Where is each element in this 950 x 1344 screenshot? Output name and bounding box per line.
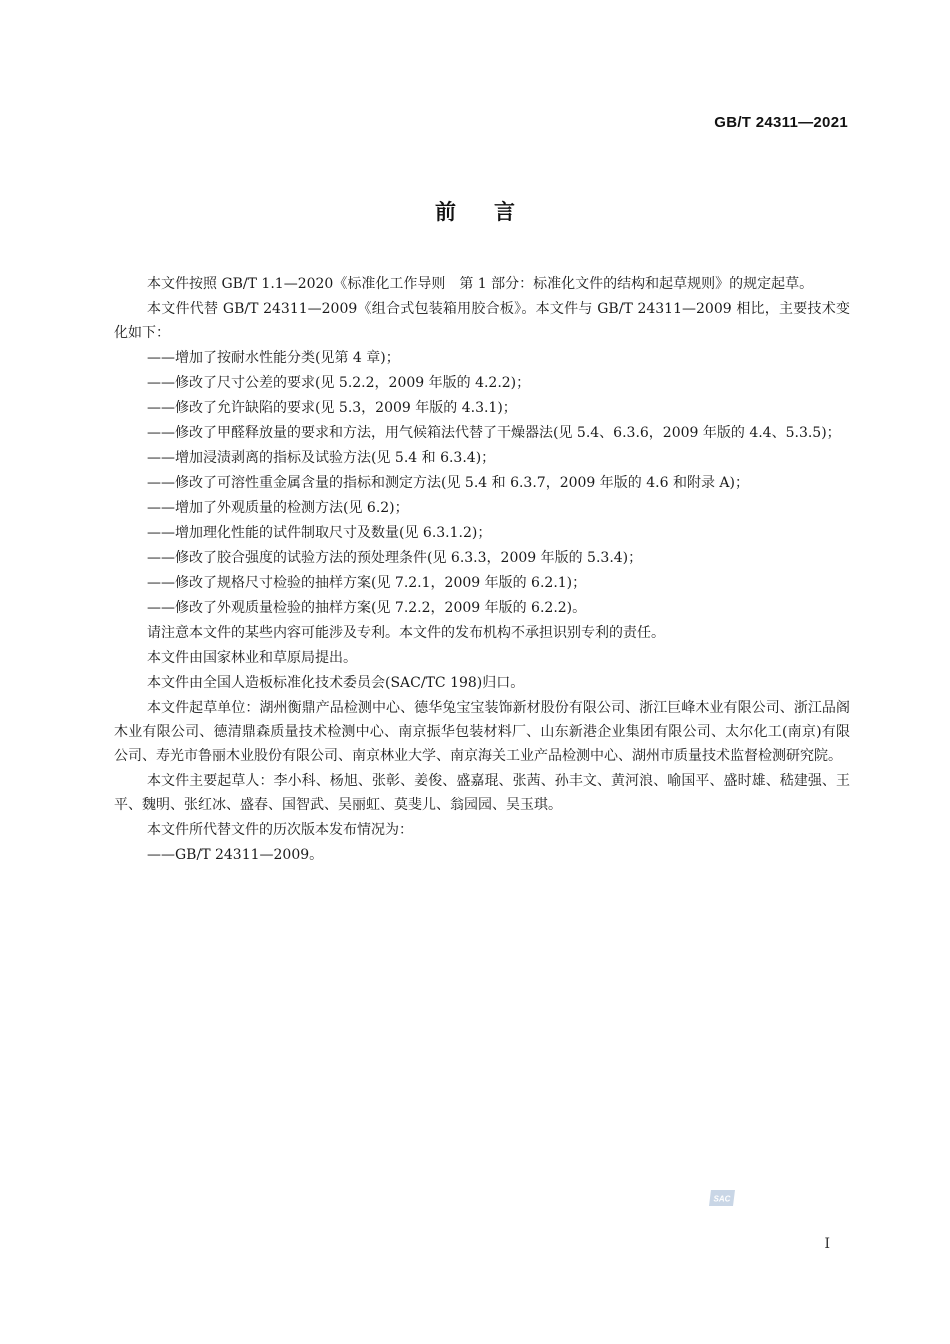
change-item: ——增加了按耐水性能分类(见第 4 章)； — [147, 350, 400, 366]
history-item: ——GB/T 24311—2009。 — [147, 847, 324, 863]
sac-logo-watermark — [707, 1188, 737, 1208]
change-item: ——修改了胶合强度的试验方法的预处理条件(见 6.3.3，2009 年版的 5.3.4)； — [147, 550, 643, 566]
change-item: ——修改了可溶性重金属含量的指标和测定方法(见 5.4 和 6.3.7，2009 年版的 4.6 和附录 A)； — [147, 475, 749, 491]
standard-number: GB/T 24311—2021 — [714, 114, 848, 131]
page-title: 前言 — [435, 200, 553, 224]
change-item: ——修改了外观质量检验的抽样方案(见 7.2.2，2009 年版的 6.2.2)。 — [147, 600, 587, 616]
change-item: ——修改了规格尺寸检验的抽样方案(见 7.2.1，2009 年版的 6.2.1)； — [147, 575, 587, 591]
change-item: ——增加浸渍剥离的指标及试验方法(见 5.4 和 6.3.4)； — [147, 450, 496, 466]
change-item: ——修改了尺寸公差的要求(见 5.2.2，2009 年版的 4.2.2)； — [147, 375, 531, 391]
change-item: ——修改了允许缺陷的要求(见 5.3，2009 年版的 4.3.1)； — [147, 400, 517, 416]
document-body — [114, 272, 850, 867]
paragraph-administered-by: 本文件由全国人造板标准化技术委员会(SAC/TC 198)归口。 — [147, 675, 525, 691]
logo-text: SAC — [713, 1194, 731, 1204]
page-number: I — [824, 1236, 830, 1252]
change-item: ——修改了甲醛释放量的要求和方法，用气候箱法代替了干燥器法(见 5.4、6.3.6，2009 年版的 4.4、5.3.5)； — [147, 425, 841, 441]
paragraph-patent-notice: 请注意本文件的某些内容可能涉及专利。本文件的发布机构不承担识别专利的责任。 — [147, 625, 665, 641]
paragraph-version-history: 本文件所代替文件的历次版本发布情况为： — [147, 822, 413, 838]
paragraph-proposed-by: 本文件由国家林业和草原局提出。 — [147, 650, 357, 666]
paragraph-replacement: 本文件代替 GB/T 24311—2009《组合式包装箱用胶合板》。本文件与 GB/T 24311—2009 相比，主要技术变化如下： — [114, 301, 850, 341]
change-item: ——增加了外观质量的检测方法(见 6.2)； — [147, 500, 409, 516]
paragraph-drafters: 本文件主要起草人：李小科、杨旭、张彰、姜俊、盛嘉琨、张茜、孙丰文、黄河浪、喻国平、盛时雄、嵇建强、王平、魏明、张红冰、盛春、国智武、吴丽虹、莫斐儿、翁园园、吴玉琪。 — [114, 773, 850, 813]
paragraph-drafting-rules: 本文件按照 GB/T 1.1—2020《标准化工作导则 第 1 部分：标准化文件的结构和起草规则》的规定起草。 — [147, 276, 814, 292]
change-item: ——增加理化性能的试件制取尺寸及数量(见 6.3.1.2)； — [147, 525, 492, 541]
paragraph-drafting-units: 本文件起草单位：湖州衡鼎产品检测中心、德华兔宝宝装饰新材股份有限公司、浙江巨峰木业有限公司、浙江品阁木业有限公司、德清鼎森质量技术检测中心、南京振华包装材料厂、山东新港企业集团有限公司、太尔化工(南京)有限公司、寿光市鲁丽木业股份有限公司、南京林业大学、南京海关工业产品检测中心、湖州市质量技术监督检测研究院。 — [114, 700, 850, 764]
